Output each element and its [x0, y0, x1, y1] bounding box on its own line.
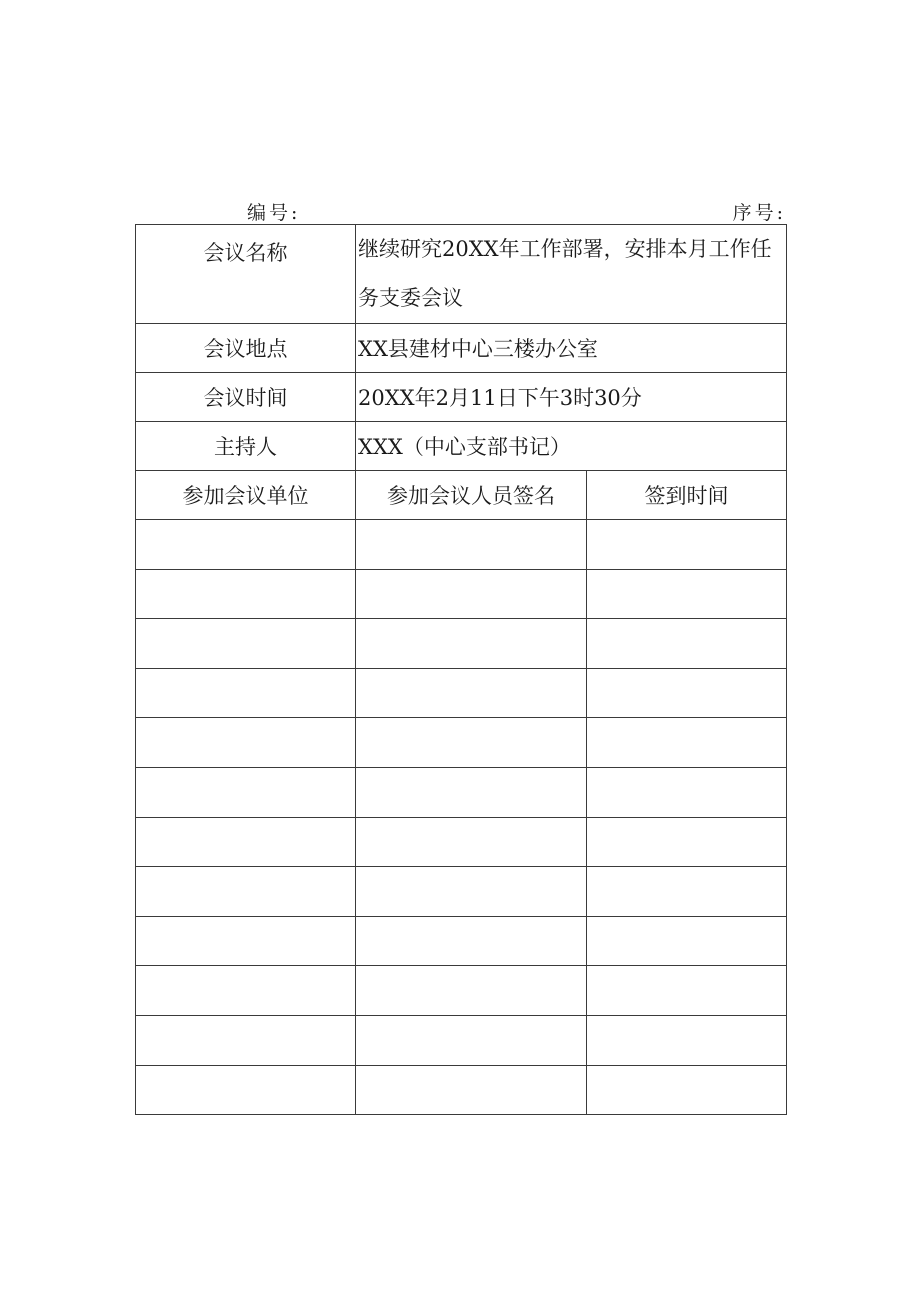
signature-cell[interactable] [356, 1015, 587, 1065]
signature-cell[interactable] [356, 1065, 587, 1115]
sign-in-time-cell[interactable] [587, 817, 787, 867]
signature-cell[interactable] [356, 867, 587, 917]
meeting-sign-in-table [135, 224, 787, 1115]
sign-in-time-cell[interactable] [587, 520, 787, 570]
meeting-name-value: 继续研究20XX年工作部署，安排本月工作任务支委会议 [356, 225, 787, 324]
serial-number-label: 编号: [247, 202, 301, 224]
column-header-sign-in-time: 签到时间 [587, 471, 787, 520]
sign-in-row [136, 520, 787, 570]
signature-cell[interactable] [356, 569, 587, 619]
sign-in-time-cell[interactable] [587, 619, 787, 669]
sign-in-time-cell[interactable] [587, 916, 787, 966]
meeting-host-label: 主持人 [136, 422, 356, 471]
column-header-signature: 参加会议人员签名 [356, 471, 587, 520]
signature-cell[interactable] [356, 966, 587, 1016]
meeting-host-value: XXX（中心支部书记） [356, 422, 787, 471]
unit-cell[interactable] [136, 817, 356, 867]
sign-in-row [136, 966, 787, 1016]
signature-cell[interactable] [356, 668, 587, 718]
unit-cell[interactable] [136, 520, 356, 570]
sign-in-row [136, 718, 787, 768]
sign-in-time-cell[interactable] [587, 867, 787, 917]
signature-cell[interactable] [356, 817, 587, 867]
sign-in-row [136, 569, 787, 619]
sign-in-time-cell[interactable] [587, 569, 787, 619]
sign-in-time-cell[interactable] [587, 718, 787, 768]
row-meeting-name [136, 225, 787, 324]
meeting-name-label: 会议名称 [136, 225, 356, 324]
sign-in-row [136, 619, 787, 669]
unit-cell[interactable] [136, 966, 356, 1016]
sign-in-time-cell[interactable] [587, 966, 787, 1016]
sign-in-row [136, 1065, 787, 1115]
meeting-time-value: 20XX年2月11日下午3时30分 [356, 373, 787, 422]
sign-in-time-cell[interactable] [587, 668, 787, 718]
sign-in-time-cell[interactable] [587, 1065, 787, 1115]
meeting-time-label: 会议时间 [136, 373, 356, 422]
unit-cell[interactable] [136, 916, 356, 966]
signature-cell[interactable] [356, 520, 587, 570]
sign-in-row [136, 1015, 787, 1065]
sign-in-row [136, 817, 787, 867]
unit-cell[interactable] [136, 867, 356, 917]
signature-cell[interactable] [356, 718, 587, 768]
unit-cell[interactable] [136, 1065, 356, 1115]
meeting-place-value: XX县建材中心三楼办公室 [356, 324, 787, 373]
column-header-unit: 参加会议单位 [136, 471, 356, 520]
signature-cell[interactable] [356, 767, 587, 817]
sign-in-row [136, 916, 787, 966]
header-row [135, 198, 786, 224]
sign-in-time-cell[interactable] [587, 1015, 787, 1065]
unit-cell[interactable] [136, 767, 356, 817]
sign-in-row [136, 867, 787, 917]
row-meeting-time [136, 373, 787, 422]
unit-cell[interactable] [136, 569, 356, 619]
unit-cell[interactable] [136, 668, 356, 718]
sign-in-time-cell[interactable] [587, 767, 787, 817]
row-meeting-host [136, 422, 787, 471]
signature-cell[interactable] [356, 916, 587, 966]
unit-cell[interactable] [136, 718, 356, 768]
unit-cell[interactable] [136, 1015, 356, 1065]
signature-cell[interactable] [356, 619, 587, 669]
row-column-headers [136, 471, 787, 520]
row-meeting-place [136, 324, 787, 373]
unit-cell[interactable] [136, 619, 356, 669]
sign-in-row [136, 767, 787, 817]
meeting-place-label: 会议地点 [136, 324, 356, 373]
sequence-number-label: 序号: [732, 202, 786, 224]
sign-in-row [136, 668, 787, 718]
